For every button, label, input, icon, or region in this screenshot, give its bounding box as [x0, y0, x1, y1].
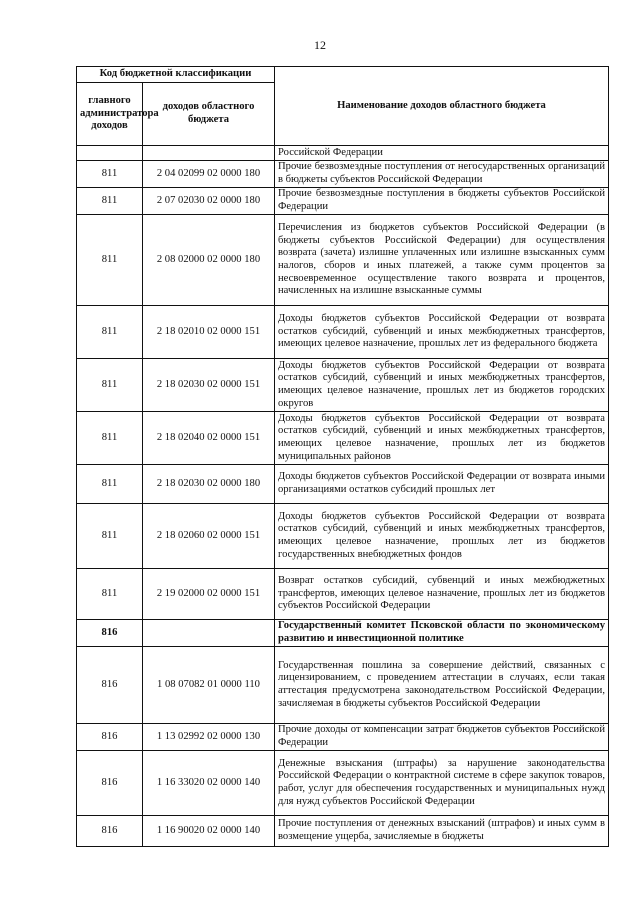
page-number: 12 [314, 38, 326, 52]
admin-cell: 811 [77, 465, 143, 504]
budget-classification-table [76, 66, 609, 847]
table-row [77, 215, 609, 306]
table-row [77, 569, 609, 620]
admin-cell: 811 [77, 504, 143, 569]
budget-code-cell: 1 08 07082 01 0000 110 [143, 647, 275, 724]
revenue-name-cell: Доходы бюджетов субъектов Российской Федерации от возврата иными организациями остатков субсидий прошлых лет [275, 465, 609, 504]
table-row [77, 751, 609, 816]
table-row [77, 724, 609, 751]
table-row [77, 465, 609, 504]
revenue-name-cell: Возврат остатков субсидий, субвенций и иных межбюджетных трансфертов, имеющих целевое назначение, прошлых лет из бюджетов субъектов Российской Федерации [275, 569, 609, 620]
admin-cell: 811 [77, 215, 143, 306]
admin-cell: 811 [77, 161, 143, 188]
admin-cell: 811 [77, 359, 143, 412]
admin-cell: 816 [77, 724, 143, 751]
continuation-code-cell [143, 146, 275, 161]
revenue-name-cell: Денежные взыскания (штрафы) за нарушение законодательства Российской Федерации о контрактной системе в сфере закупок товаров, работ, услуг для обеспечения государственных и муниципальных нужд для нужд субъектов Российской Федерации [275, 751, 609, 816]
header-group-label: Код бюджетной классификации [77, 67, 275, 83]
table-row [77, 188, 609, 215]
revenue-name-cell: Государственный комитет Псковской области по экономическому развитию и инвестиционной политике [275, 620, 609, 647]
admin-cell: 816 [77, 620, 143, 647]
table-row [77, 816, 609, 847]
revenue-name-cell: Государственная пошлина за совершение действий, связанных с лицензированием, с проведением аттестации в случаях, если такая аттестация предусмотрена законодательством Российской Федерации, зачисляемая в бюджеты субъектов Российской Федерации [275, 647, 609, 724]
header-admin-column: главного администратора доходов [77, 83, 143, 146]
table-row [77, 306, 609, 359]
revenue-name-cell: Прочие доходы от компенсации затрат бюджетов субъектов Российской Федерации [275, 724, 609, 751]
table-row [77, 412, 609, 465]
revenue-name-cell: Доходы бюджетов субъектов Российской Федерации от возврата остатков субсидий, субвенций и иных межбюджетных трансфертов, имеющих целевое назначение, прошлых лет из федерального бюджета [275, 306, 609, 359]
continuation-text: Российской Федерации [275, 146, 609, 161]
budget-code-cell: 2 18 02030 02 0000 151 [143, 359, 275, 412]
table-row [77, 647, 609, 724]
budget-code-cell: 1 16 90020 02 0000 140 [143, 816, 275, 847]
budget-code-cell: 1 16 33020 02 0000 140 [143, 751, 275, 816]
budget-code-cell: 1 13 02992 02 0000 130 [143, 724, 275, 751]
header-name-column: Наименование доходов областного бюджета [275, 67, 609, 146]
budget-code-cell: 2 18 02030 02 0000 180 [143, 465, 275, 504]
admin-cell: 816 [77, 816, 143, 847]
budget-code-cell: 2 08 02000 02 0000 180 [143, 215, 275, 306]
revenue-name-cell: Прочие безвозмездные поступления от негосударственных организаций в бюджеты субъектов Российской Федерации [275, 161, 609, 188]
admin-cell: 811 [77, 569, 143, 620]
budget-code-cell: 2 19 02000 02 0000 151 [143, 569, 275, 620]
revenue-name-cell: Прочие безвозмездные поступления в бюджеты субъектов Российской Федерации [275, 188, 609, 215]
revenue-name-cell: Доходы бюджетов субъектов Российской Федерации от возврата остатков субсидий, субвенций и иных межбюджетных трансфертов, имеющих целевое назначение, прошлых лет из бюджетов муниципальных районов [275, 412, 609, 465]
revenue-name-cell: Доходы бюджетов субъектов Российской Федерации от возврата остатков субсидий, субвенций и иных межбюджетных трансфертов, имеющих целевое назначение, прошлых лет из бюджетов городских округов [275, 359, 609, 412]
continuation-admin-cell [77, 146, 143, 161]
header-code-column: доходов областного бюджета [143, 83, 275, 146]
table-row [77, 161, 609, 188]
budget-code-cell: 2 04 02099 02 0000 180 [143, 161, 275, 188]
budget-code-cell: 2 18 02010 02 0000 151 [143, 306, 275, 359]
table-row [77, 620, 609, 647]
budget-code-cell: 2 18 02040 02 0000 151 [143, 412, 275, 465]
admin-cell: 816 [77, 751, 143, 816]
revenue-name-cell: Прочие поступления от денежных взысканий (штрафов) и иных сумм в возмещение ущерба, зачисляемые в бюджеты [275, 816, 609, 847]
table-row-continuation [77, 146, 609, 161]
table-row [77, 504, 609, 569]
admin-cell: 816 [77, 647, 143, 724]
revenue-name-cell: Доходы бюджетов субъектов Российской Федерации от возврата остатков субсидий, субвенций и иных межбюджетных трансфертов, имеющих целевое назначение, прошлых лет из бюджетов государственных внебюджетных фондов [275, 504, 609, 569]
budget-code-cell: 2 07 02030 02 0000 180 [143, 188, 275, 215]
revenue-name-cell: Перечисления из бюджетов субъектов Российской Федерации (в бюджеты субъектов Российской Федерации) для осуществления возврата (зачета) излишне уплаченных или излишне взысканных сумм налогов, сборов и иных платежей, а также сумм процентов за несвоевременное осуществление такого возврата и процентов, начисленных на излишне взысканные суммы [275, 215, 609, 306]
table-row [77, 359, 609, 412]
admin-cell: 811 [77, 306, 143, 359]
budget-code-cell: 2 18 02060 02 0000 151 [143, 504, 275, 569]
admin-cell: 811 [77, 412, 143, 465]
admin-cell: 811 [77, 188, 143, 215]
budget-code-cell [143, 620, 275, 647]
